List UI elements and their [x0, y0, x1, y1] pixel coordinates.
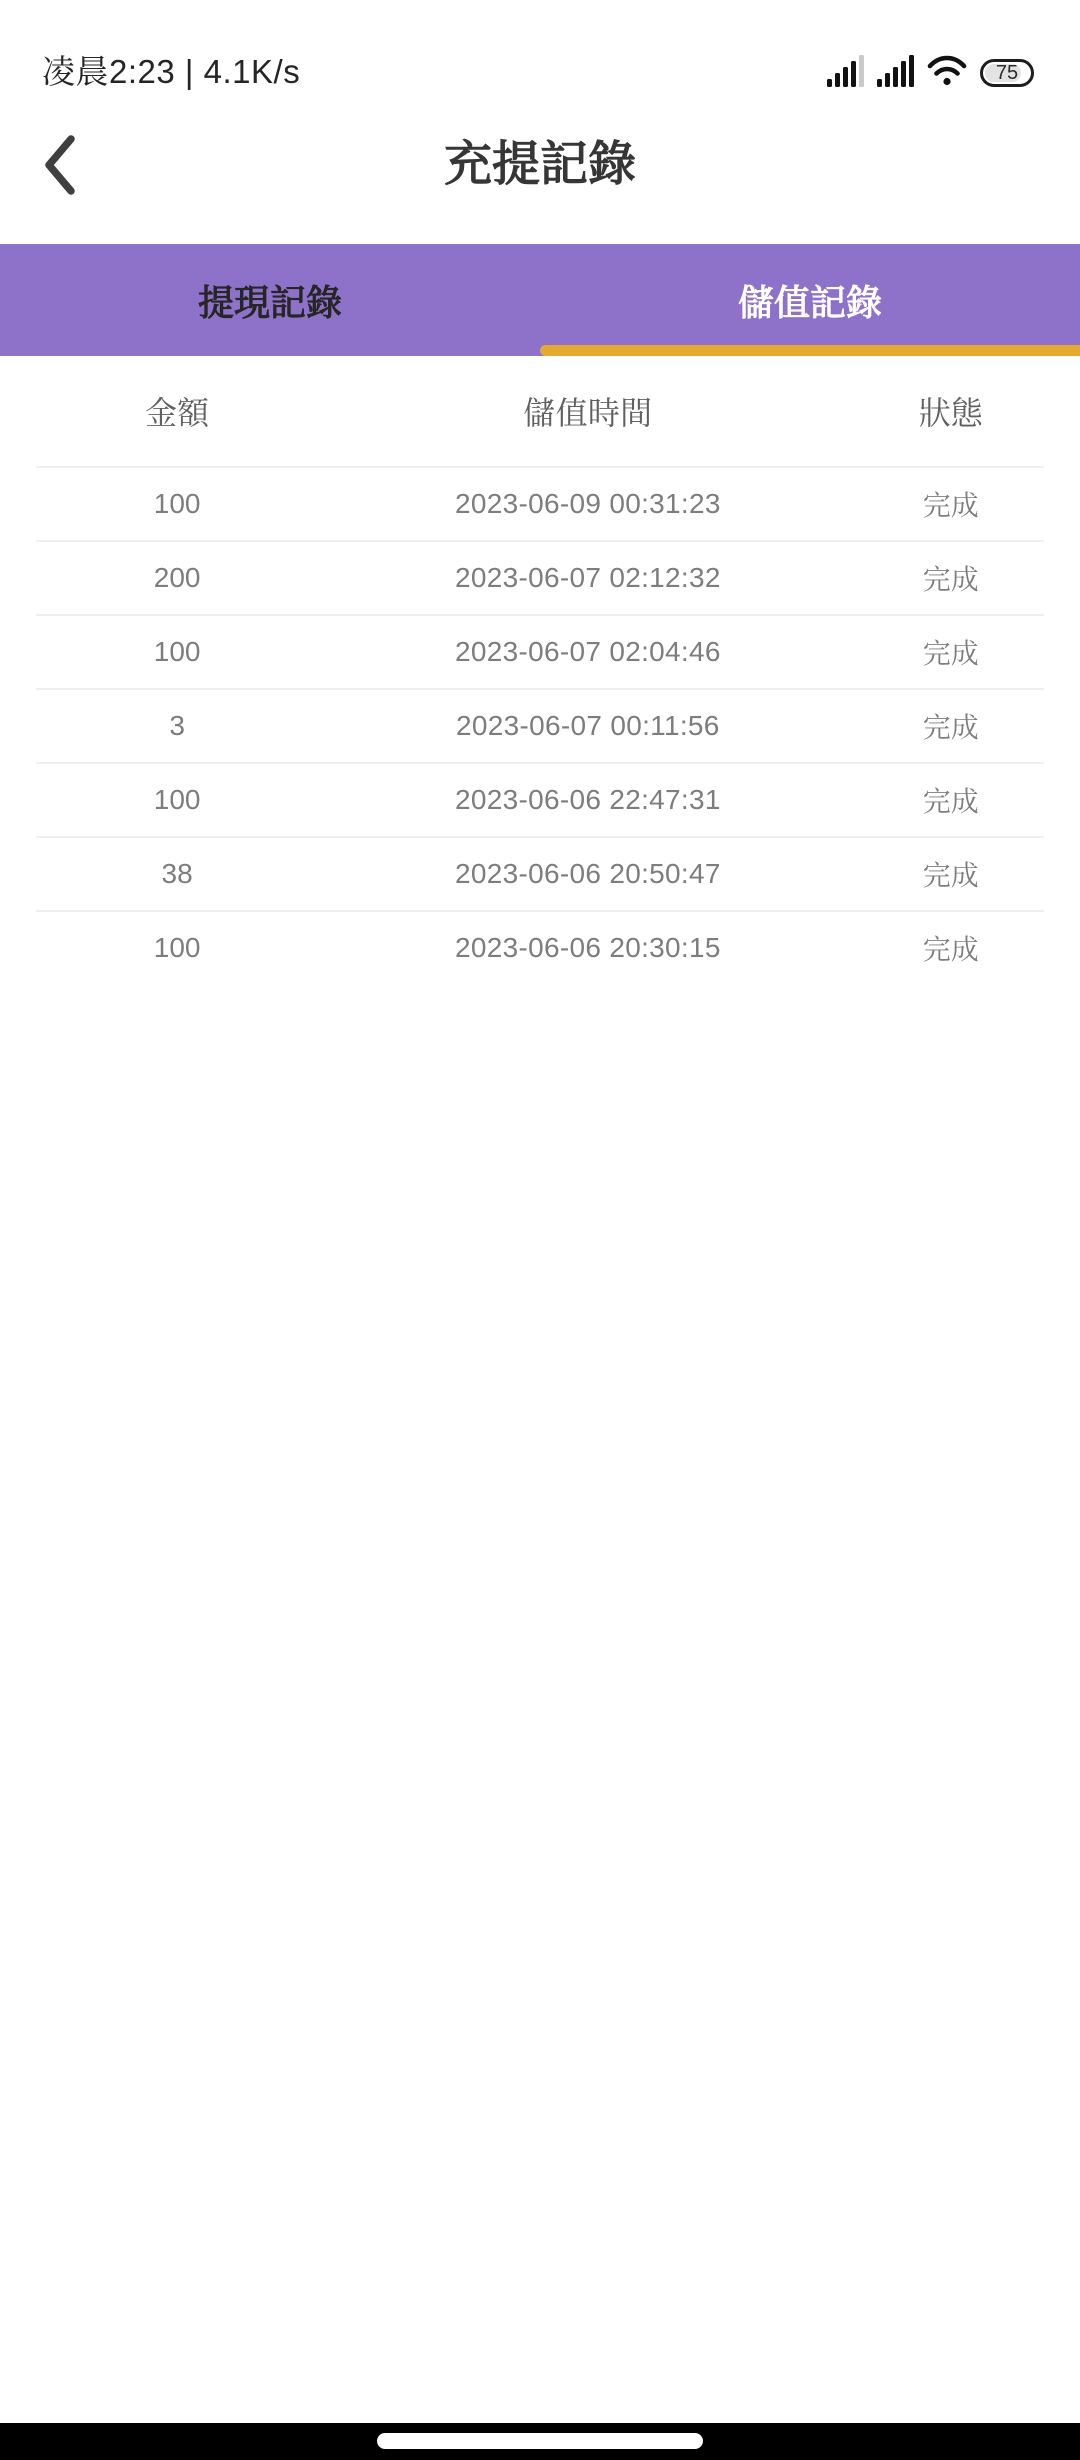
battery-percent: 75 — [995, 62, 1019, 84]
row-amount: 3 — [169, 710, 185, 741]
status-icons — [827, 54, 1034, 88]
table-row — [36, 838, 1044, 912]
header — [0, 100, 1080, 244]
row-amount: 100 — [153, 932, 201, 963]
row-amount: 38 — [161, 858, 193, 889]
row-deposit-time: 2023-06-06 20:30:15 — [455, 932, 721, 963]
row-amount: 100 — [153, 488, 201, 519]
tab-withdrawal-records[interactable] — [0, 244, 540, 356]
table-row — [36, 468, 1044, 542]
column-header-status: 狀態 — [918, 395, 983, 431]
row-status: 完成 — [922, 712, 979, 743]
table-row — [36, 764, 1044, 838]
row-deposit-time: 2023-06-09 00:31:23 — [455, 488, 721, 519]
active-tab-indicator — [540, 345, 1080, 356]
column-header-deposit-time: 儲值時間 — [523, 395, 653, 431]
row-status: 完成 — [922, 638, 979, 669]
row-deposit-time: 2023-06-07 00:11:56 — [456, 710, 720, 741]
row-status: 完成 — [922, 860, 979, 891]
row-deposit-time: 2023-06-07 02:12:32 — [455, 562, 721, 593]
row-deposit-time: 2023-06-06 22:47:31 — [455, 784, 721, 815]
table-row — [36, 690, 1044, 764]
home-gesture-handle[interactable] — [377, 2433, 703, 2449]
table-header-row — [36, 356, 1044, 468]
row-amount: 100 — [153, 784, 201, 815]
tab-label: 提現記錄 — [197, 281, 342, 323]
tab-label: 儲值記錄 — [737, 281, 882, 323]
row-status: 完成 — [922, 934, 979, 965]
status-time-and-speed: 凌晨2:23 | 4.1K/s — [42, 53, 301, 90]
row-amount: 100 — [153, 636, 201, 667]
page-title: 充提記錄 — [443, 138, 636, 191]
wifi-icon — [927, 54, 967, 86]
column-header-amount: 金額 — [145, 395, 210, 431]
cellular-signal-sim1-icon — [827, 55, 864, 87]
system-navigation-bar — [0, 2423, 1080, 2460]
cellular-signal-sim2-icon — [877, 55, 914, 87]
tab-bar — [0, 244, 1080, 356]
row-amount: 200 — [153, 562, 201, 593]
row-status: 完成 — [922, 786, 979, 817]
table-body — [36, 468, 1044, 984]
row-status: 完成 — [922, 564, 979, 595]
status-bar — [0, 0, 1080, 100]
row-status: 完成 — [922, 490, 979, 521]
battery-icon — [980, 59, 1034, 87]
table-row — [36, 912, 1044, 984]
tab-deposit-records[interactable] — [540, 244, 1080, 356]
deposit-records-table — [36, 356, 1044, 984]
row-deposit-time: 2023-06-07 02:04:46 — [455, 636, 721, 667]
row-deposit-time: 2023-06-06 20:50:47 — [455, 858, 721, 889]
table-row — [36, 542, 1044, 616]
table-row — [36, 616, 1044, 690]
